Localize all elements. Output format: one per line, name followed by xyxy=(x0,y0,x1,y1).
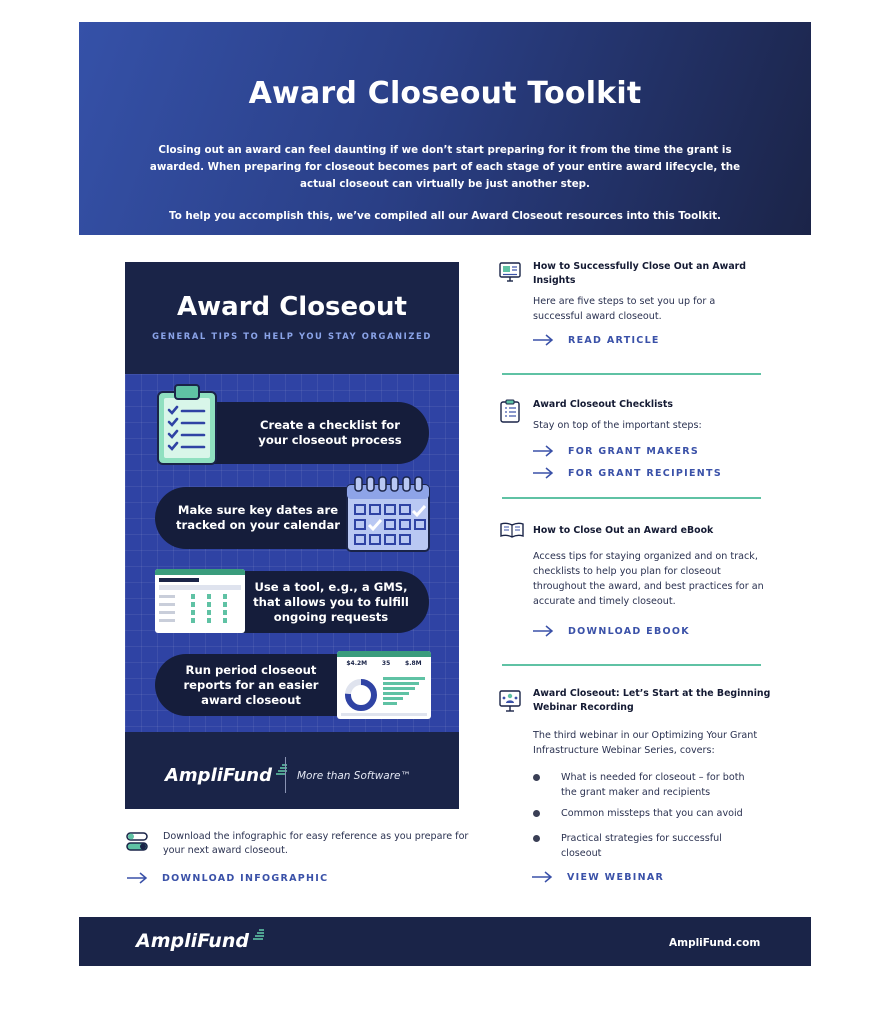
toggle-icon xyxy=(126,832,148,852)
tip-text: Make sure key dates are tracked on your calendar xyxy=(176,503,340,532)
website-link[interactable]: AmpliFund.com xyxy=(669,937,761,949)
donut-chart-icon xyxy=(337,667,431,719)
brand-name: AmpliFund xyxy=(165,765,272,786)
read-article-link[interactable] xyxy=(532,334,660,346)
resource-description: The third webinar in our Optimizing Your Grant Infrastructure Webinar Series, covers: xyxy=(533,730,758,756)
intro-paragraph: Closing out an award can feel daunting if we don’t start preparing for it from the time the grant is awarded. When preparing for closeout becomes part of each stage of your entire award lifecycle, the actual closeout can virtually be just another step. xyxy=(149,144,741,190)
resource-title: Award Closeout Checklists xyxy=(533,399,673,410)
report-stat: $.8M xyxy=(405,660,422,667)
calendar-icon xyxy=(345,475,431,553)
link-label: VIEW WEBINAR xyxy=(567,871,665,883)
bullet-dot xyxy=(533,835,540,842)
resource-description: Access tips for staying organized and on track, checklists to help you plan for closeout throughout the award, and best practices for an accurate and timely closeout. xyxy=(533,551,764,607)
link-label: FOR GRANT RECIPIENTS xyxy=(568,467,722,479)
resource-title: How to Close Out an Award eBook xyxy=(533,525,714,536)
tip-text: Use a tool, e.g., a GMS, that allows you to fulfill ongoing requests xyxy=(253,579,409,624)
report-stat: 35 xyxy=(381,660,391,667)
tip-text: Run period closeout reports for an easier award closeout xyxy=(183,662,319,707)
arrow-right-icon xyxy=(532,625,554,637)
page-title: Award Closeout Toolkit xyxy=(248,76,642,111)
resource-title: How to Successfully Close Out an Award Insights xyxy=(533,261,746,286)
bullet-item: What is needed for closeout – for both the grant maker and recipients xyxy=(561,772,745,798)
link-label: DOWNLOAD EBOOK xyxy=(568,625,690,637)
view-webinar-link[interactable] xyxy=(531,871,664,883)
brand-name: AmpliFund xyxy=(136,930,249,952)
gms-tool-screenshot xyxy=(155,569,245,633)
infographic-logo xyxy=(165,765,288,786)
ebook-icon xyxy=(500,522,524,538)
intro-paragraph-2: To help you accomplish this, we’ve compiled all our Award Closeout resources into this Toolkit. xyxy=(169,210,721,222)
header-banner xyxy=(79,22,811,235)
link-label: READ ARTICLE xyxy=(568,334,660,346)
closeout-report-screenshot xyxy=(337,651,431,719)
bullet-dot xyxy=(533,774,540,781)
section-divider xyxy=(502,373,761,375)
resource-title: Award Closeout: Let’s Start at the Beginning Webinar Recording xyxy=(533,688,771,713)
webinar-icon xyxy=(499,690,521,712)
grant-recipients-checklist-link[interactable] xyxy=(532,467,722,479)
arrow-right-icon xyxy=(532,467,554,479)
resource-description: Here are five steps to set you up for a successful award closeout. xyxy=(533,296,716,322)
bullet-item: Common missteps that you can avoid xyxy=(561,808,743,819)
bullet-item: Practical strategies for successful closeout xyxy=(561,833,722,859)
infographic[interactable] xyxy=(125,262,459,809)
arrow-right-icon xyxy=(531,871,553,883)
arrow-right-icon xyxy=(532,334,554,346)
infographic-subtitle: GENERAL TIPS TO HELP YOU STAY ORGANIZED xyxy=(152,331,432,341)
clipboard-icon xyxy=(155,382,219,466)
footer-logo[interactable] xyxy=(136,930,265,952)
logo-bars-icon xyxy=(251,928,265,940)
logo-divider xyxy=(285,757,286,793)
resource-description: Stay on top of the important steps: xyxy=(533,420,702,431)
checklist-icon xyxy=(500,399,520,423)
link-label: DOWNLOAD INFOGRAPHIC xyxy=(162,872,329,884)
arrow-right-icon xyxy=(126,872,148,884)
download-ebook-link[interactable] xyxy=(532,625,690,637)
table-icon xyxy=(155,569,245,633)
infographic-tagline: More than Software™ xyxy=(297,770,411,782)
download-infographic-link[interactable] xyxy=(126,872,328,884)
article-icon xyxy=(499,262,521,282)
link-label: FOR GRANT MAKERS xyxy=(568,445,700,457)
tip-text: Create a checklist for your closeout process xyxy=(258,418,402,447)
report-stat: $4.2M xyxy=(346,660,368,667)
section-divider xyxy=(502,497,761,499)
download-description: Download the infographic for easy reference as you prepare for your next award closeout. xyxy=(163,831,469,856)
arrow-right-icon xyxy=(532,445,554,457)
bullet-dot xyxy=(533,810,540,817)
section-divider xyxy=(502,664,761,666)
infographic-title: Award Closeout xyxy=(177,292,407,322)
grant-makers-checklist-link[interactable] xyxy=(532,445,699,457)
